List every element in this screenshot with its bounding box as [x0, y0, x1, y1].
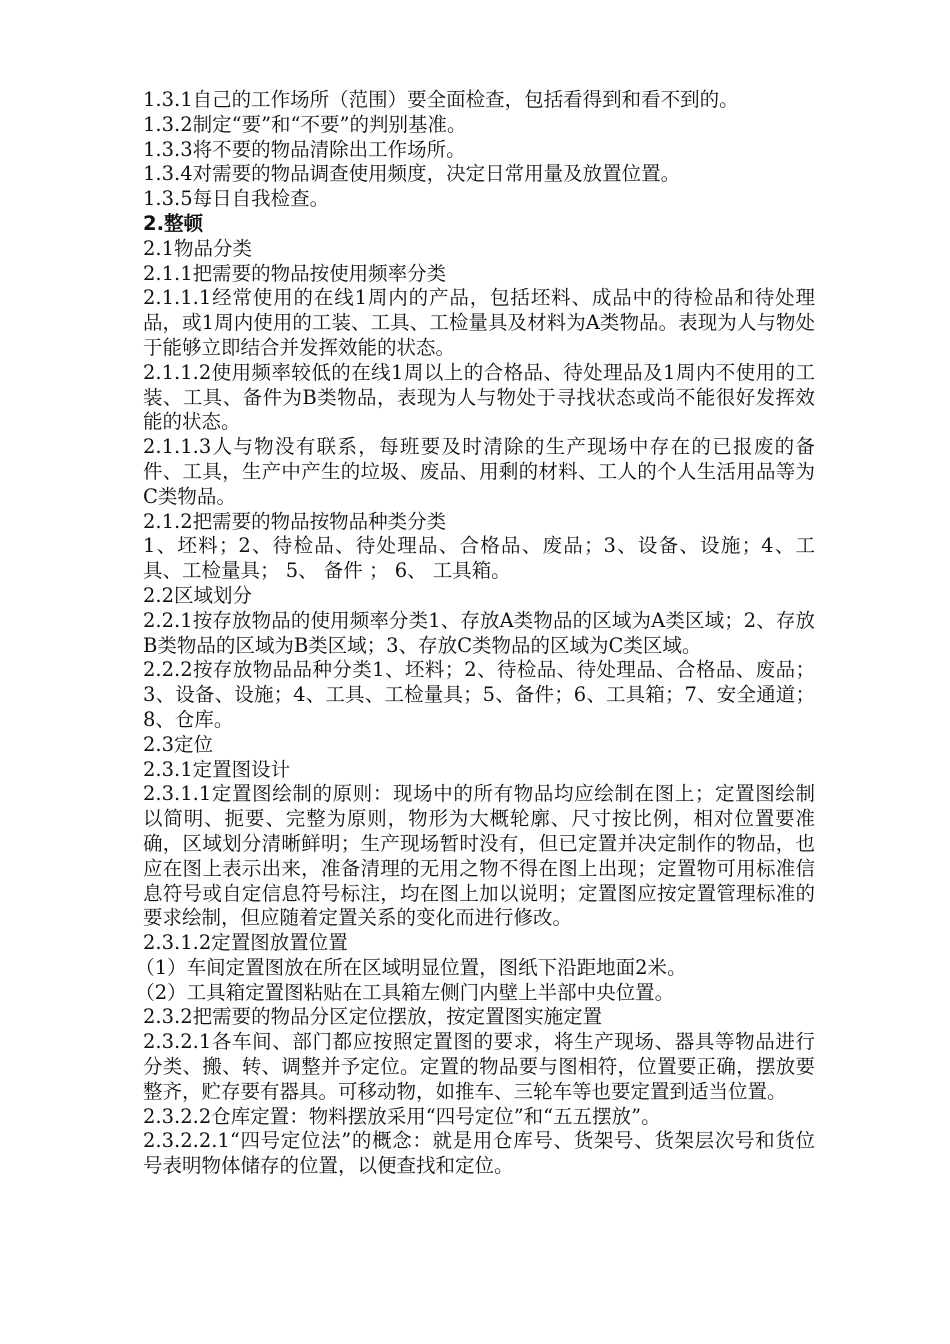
- paragraph: 2.3.1.2定置图放置位置: [143, 931, 348, 955]
- paragraph: 2.3.2.1各车间、部门都应按照定置图的要求，将生产现场、器具等物品进行分类、搬、转、调整并予定位。定置的物品要与图相符，位置要正确，摆放要整齐，贮存要有器具。可移动物，如推车、三轮车等也要定置到适当位置。: [143, 1030, 815, 1103]
- paragraph: 2.1.2把需要的物品按物品种类分类: [143, 509, 447, 533]
- paragraph: （2）工具箱定置图粘贴在工具箱左侧门内壁上半部中央位置。: [135, 980, 675, 1004]
- paragraph: 2.3.2.2.1“四号定位法”的概念：就是用仓库号、货架号、货架层次号和货位号表明物体储存的位置，以便查找和定位。: [143, 1129, 815, 1178]
- paragraph: 1.3.4对需要的物品调查使用频度，决定日常用量及放置位置。: [143, 162, 681, 186]
- paragraph: 2.1物品分类: [143, 236, 253, 260]
- section-heading: 2.整顿: [143, 211, 203, 235]
- paragraph: 2.3.1定置图设计: [143, 757, 291, 781]
- paragraph: 2.1.1把需要的物品按使用频率分类: [143, 261, 447, 285]
- paragraph: 2.1.1.2使用频率较低的在线1周以上的合格品、待处理品及1周内不使用的工装、工具、备件为B类物品，表现为人与物处于寻找状态或尚不能很好发挥效能的状态。: [143, 360, 815, 434]
- paragraph: 1.3.3将不要的物品清除出工作场所。: [143, 137, 466, 161]
- paragraph: 1.3.5每日自我检查。: [143, 187, 330, 211]
- paragraph: （1）车间定置图放在所在区域明显位置，图纸下沿距地面2米。: [135, 955, 687, 979]
- paragraph: 1.3.2制定“要”和“不要”的判别基准。: [143, 112, 467, 136]
- paragraph: 2.2.1按存放物品的使用频率分类1、存放A类物品的区域为A类区域；2、存放B类物品的区域为B类区域；3、存放C类物品的区域为C类区域。: [143, 608, 815, 657]
- paragraph: 2.3.2把需要的物品分区定位摆放，按定置图实施定置: [143, 1005, 603, 1029]
- paragraph: 2.2.2按存放物品品种分类1、坯料；2、待检品、待处理品、合格品、废品；3、设备、设施；4、工具、工检量具；5、备件；6、工具箱；7、安全通道；8、仓库。: [143, 658, 815, 731]
- paragraph: 2.3.1.1定置图绘制的原则：现场中的所有物品均应绘制在图上；定置图绘制以简明、扼要、完整为原则，物形为大概轮廓、尺寸按比例，相对位置要准确，区域划分清晰鲜明；生产现场暂时没有，但已定置并决定制作的物品，也应在图上表示出来，准备清理的无用之物不得在图上出现；定置物可用标准信息符号或自定信息符号标注，均在图上加以说明；定置图应按定置管理标准的要求绘制，但应随着定置关系的变化而进行修改。: [143, 782, 815, 930]
- document-body: [135, 88, 815, 1179]
- paragraph: 2.2区域划分: [143, 583, 253, 607]
- paragraph: 2.3定位: [143, 732, 214, 756]
- paragraph: 1、坯料；2、待检品、待处理品、合格品、废品；3、设备、设施；4、工具、工检量具； 5、 备件 ； 6、 工具箱。: [143, 534, 815, 583]
- paragraph: 2.1.1.1经常使用的在线1周内的产品，包括坯料、成品中的待检品和待处理品，或1周内使用的工装、工具、工检量具及材料为A类物品。表现为人与物处于能够立即结合并发挥效能的状态。: [143, 286, 815, 359]
- paragraph: 2.1.1.3人与物没有联系，每班要及时清除的生产现场中存在的已报废的备件、工具，生产中产生的垃圾、废品、用剩的材料、工人的个人生活用品等为C类物品。: [143, 435, 815, 508]
- paragraph: 2.3.2.2仓库定置：物料摆放采用“四号定位”和“五五摆放”。: [143, 1104, 661, 1128]
- paragraph: 1.3.1自己的工作场所（范围）要全面检查，包括看得到和看不到的。: [143, 88, 739, 111]
